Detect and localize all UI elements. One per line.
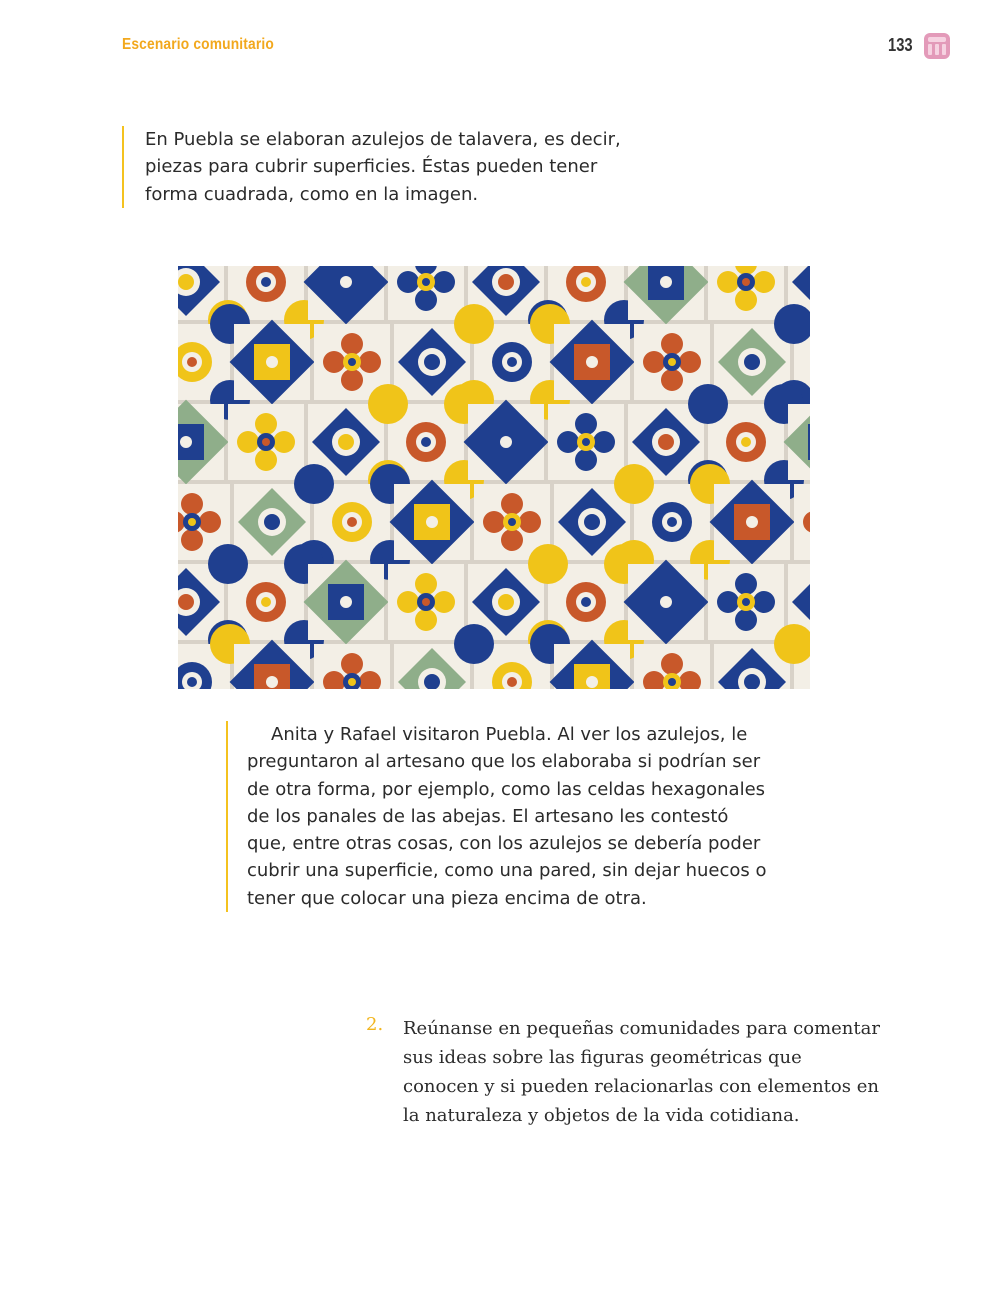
story-paragraph: Anita y Rafael visitaron Puebla. Al ver los azulejos, le preguntaron al artesano que los elaboraba si podrían ser de otra forma, por ejemplo, como las celdas hexagonales de los panales de las abejas. El artesano les contestó que, entre otras cosas, con los azulejos se debería poder cubrir una superficie, como una pared, sin dejar huecos o tener que colocar una pieza encima de otra. [247, 724, 767, 909]
story-block [226, 721, 767, 912]
intro-paragraph: En Puebla se elaboran azulejos de talavera, es decir, piezas para cubrir superficies. Éstas pueden tener forma cuadrada, como en la imagen. [145, 129, 621, 205]
tile [230, 640, 315, 689]
tile [304, 266, 389, 324]
tile [178, 400, 228, 485]
tile [464, 400, 549, 485]
tile [550, 320, 635, 405]
tile [710, 480, 795, 565]
tile [794, 484, 810, 560]
activity-number: 2. [366, 1014, 384, 1035]
talavera-tiles-photo [178, 266, 810, 689]
page-badge-icon [923, 32, 951, 60]
tile [624, 560, 709, 645]
tile [550, 640, 635, 689]
tile [624, 266, 709, 324]
page-number: 133 [888, 35, 913, 55]
tile [304, 560, 389, 645]
tile [388, 266, 464, 320]
tile [228, 404, 304, 480]
tile [708, 266, 784, 320]
activity-text: Reúnanse en pequeñas comunidades para comentar sus ideas sobre las figuras geométricas que conocen y si pueden relacionarlas con elementos en la naturaleza y objetos de la vida cotidiana. [403, 1018, 880, 1126]
tile [388, 564, 464, 640]
tile [390, 480, 475, 565]
tile [708, 564, 784, 640]
tile [634, 644, 710, 689]
tile [314, 644, 390, 689]
tile [548, 404, 624, 480]
tile [230, 320, 315, 405]
section-title: Escenario comunitario [122, 36, 274, 53]
intro-block [122, 126, 645, 208]
